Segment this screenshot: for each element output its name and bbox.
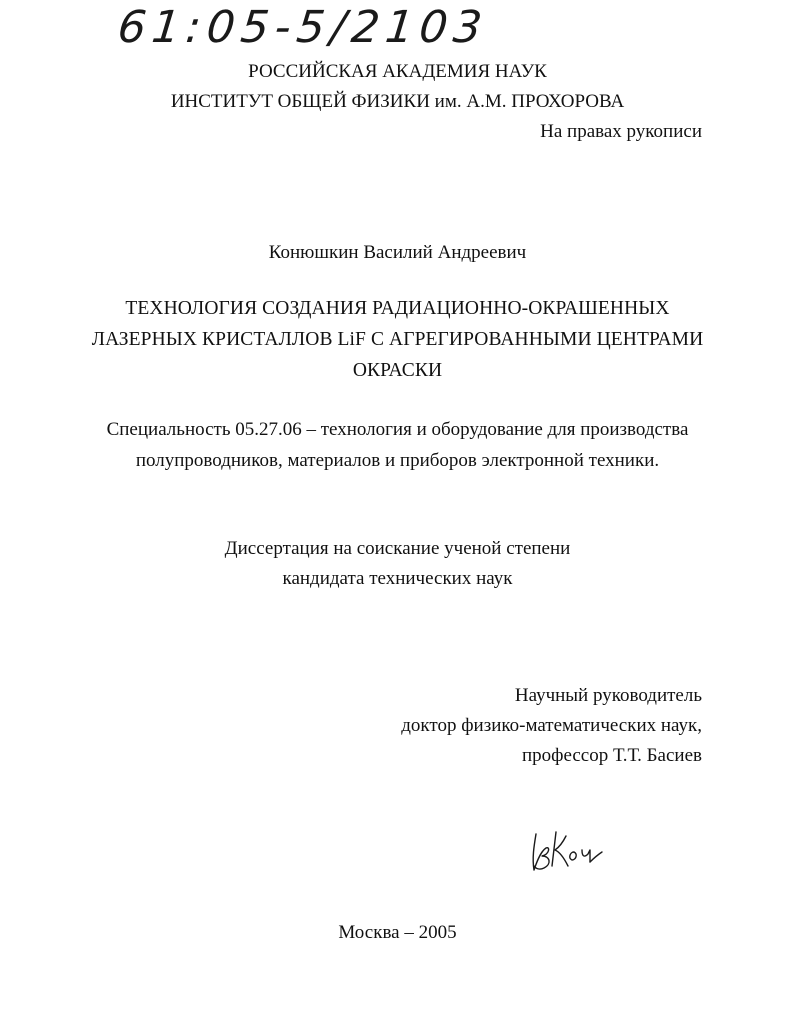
specialty-line-1: Специальность 05.27.06 – технология и оборудование для производства (106, 419, 689, 440)
title-line-1: ТЕХНОЛОГИЯ СОЗДАНИЯ РАДИАЦИОННО-ОКРАШЕННЫХ (125, 298, 670, 319)
dissertation-line-2: кандидата технических наук (282, 568, 513, 589)
supervisor-name: профессор Т.Т. Басиев (521, 745, 702, 766)
title-line-2: ЛАЗЕРНЫХ КРИСТАЛЛОВ LiF С АГРЕГИРОВАННЫМИ ЦЕНТРАМИ (91, 329, 704, 350)
manuscript-rights-note: На правах рукописи (540, 121, 702, 142)
archive-stamp (115, 2, 498, 58)
supervisor-role: Научный руководитель (514, 685, 702, 706)
city-and-year: Москва – 2005 (338, 922, 457, 943)
handwritten-signature (528, 822, 608, 878)
supervisor-degree: доктор физико-математических наук, (401, 715, 702, 736)
institute-name: ИНСТИТУТ ОБЩЕЙ ФИЗИКИ им. А.М. ПРОХОРОВА (170, 91, 625, 112)
academy-name: РОССИЙСКАЯ АКАДЕМИЯ НАУК (248, 61, 547, 82)
archive-stamp-number: 61:05-5/2103 (115, 2, 491, 53)
specialty-line-2: полупроводников, материалов и приборов электронной техники. (135, 450, 660, 471)
author-name: Конюшкин Василий Андреевич (268, 242, 527, 263)
dissertation-line-1: Диссертация на соискание ученой степени (224, 538, 571, 559)
title-line-3: ОКРАСКИ (352, 360, 443, 381)
